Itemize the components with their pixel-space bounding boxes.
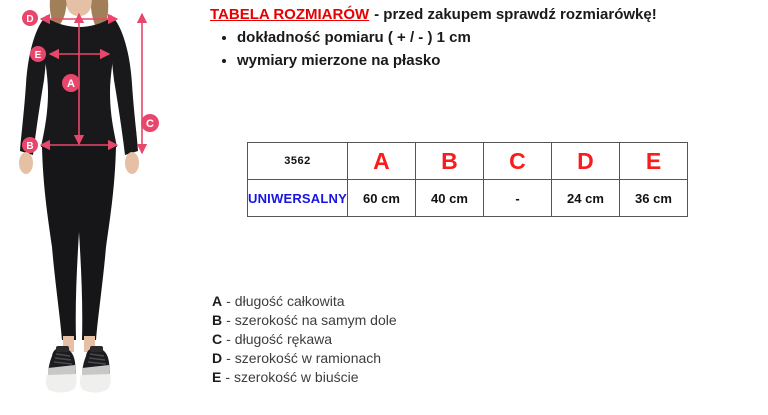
marker-letter-a: A — [67, 78, 75, 90]
model-leggings — [42, 147, 116, 340]
marker-letter-b: B — [26, 141, 34, 152]
model-number-cell: 3562 — [248, 143, 348, 180]
model-hand — [19, 152, 33, 174]
value-cell-b: 40 cm — [415, 180, 483, 217]
measurement-legend — [212, 292, 397, 387]
value-cell-d: 24 cm — [551, 180, 619, 217]
model-neck — [66, 0, 92, 16]
marker-letter-d: D — [26, 14, 34, 25]
model-sneaker-left — [46, 346, 77, 393]
column-header-b: B — [415, 143, 483, 180]
legend-description: szerokość na samym dole — [234, 312, 397, 328]
column-header-e: E — [619, 143, 687, 180]
value-cell-c: - — [483, 180, 551, 217]
legend-item-b — [212, 311, 397, 330]
legend-description: szerokość w ramionach — [234, 350, 382, 366]
legend-separator: - — [225, 369, 231, 385]
model-hand — [125, 152, 139, 174]
model-photo — [0, 0, 190, 415]
legend-item-d — [212, 349, 397, 368]
legend-separator: - — [226, 293, 231, 309]
legend-separator: - — [226, 350, 231, 366]
size-table-value-row — [248, 180, 688, 217]
value-cell-e: 36 cm — [619, 180, 687, 217]
legend-letter: A — [212, 293, 223, 309]
marker-letter-c: C — [146, 118, 154, 130]
note-item: • dokładność pomiaru ( + / - ) 1 cm — [237, 29, 471, 46]
size-table — [247, 142, 688, 217]
model-sneaker-right — [80, 346, 111, 393]
legend-letter: E — [212, 369, 222, 385]
size-table-heading: TABELA ROZMIARÓW — [210, 6, 370, 23]
size-table-heading-note: - przed zakupem sprawdź rozmiarówkę! — [374, 6, 657, 23]
legend-item-a — [212, 292, 397, 311]
legend-letter: C — [212, 331, 223, 347]
column-header-a: A — [347, 143, 415, 180]
model-sleeve-right — [111, 15, 138, 155]
page-title — [210, 6, 657, 23]
column-header-c: C — [483, 143, 551, 180]
legend-item-c — [212, 330, 397, 349]
size-label-cell: UNIWERSALNY — [248, 180, 348, 217]
note-item: • wymiary mierzone na płasko — [237, 52, 471, 69]
legend-item-e — [212, 368, 397, 387]
legend-description: szerokość w biuście — [234, 369, 359, 385]
legend-description: długość całkowita — [234, 293, 345, 309]
legend-separator: - — [226, 312, 231, 328]
column-header-d: D — [551, 143, 619, 180]
legend-description: długość rękawa — [234, 331, 333, 347]
value-cell-a: 60 cm — [347, 180, 415, 217]
measurement-notes — [212, 29, 471, 75]
legend-letter: B — [212, 312, 223, 328]
legend-letter: D — [212, 350, 223, 366]
legend-separator: - — [226, 331, 231, 347]
marker-letter-e: E — [34, 50, 42, 61]
size-table-header-row — [248, 143, 688, 180]
model-sleeve-left — [20, 15, 47, 155]
